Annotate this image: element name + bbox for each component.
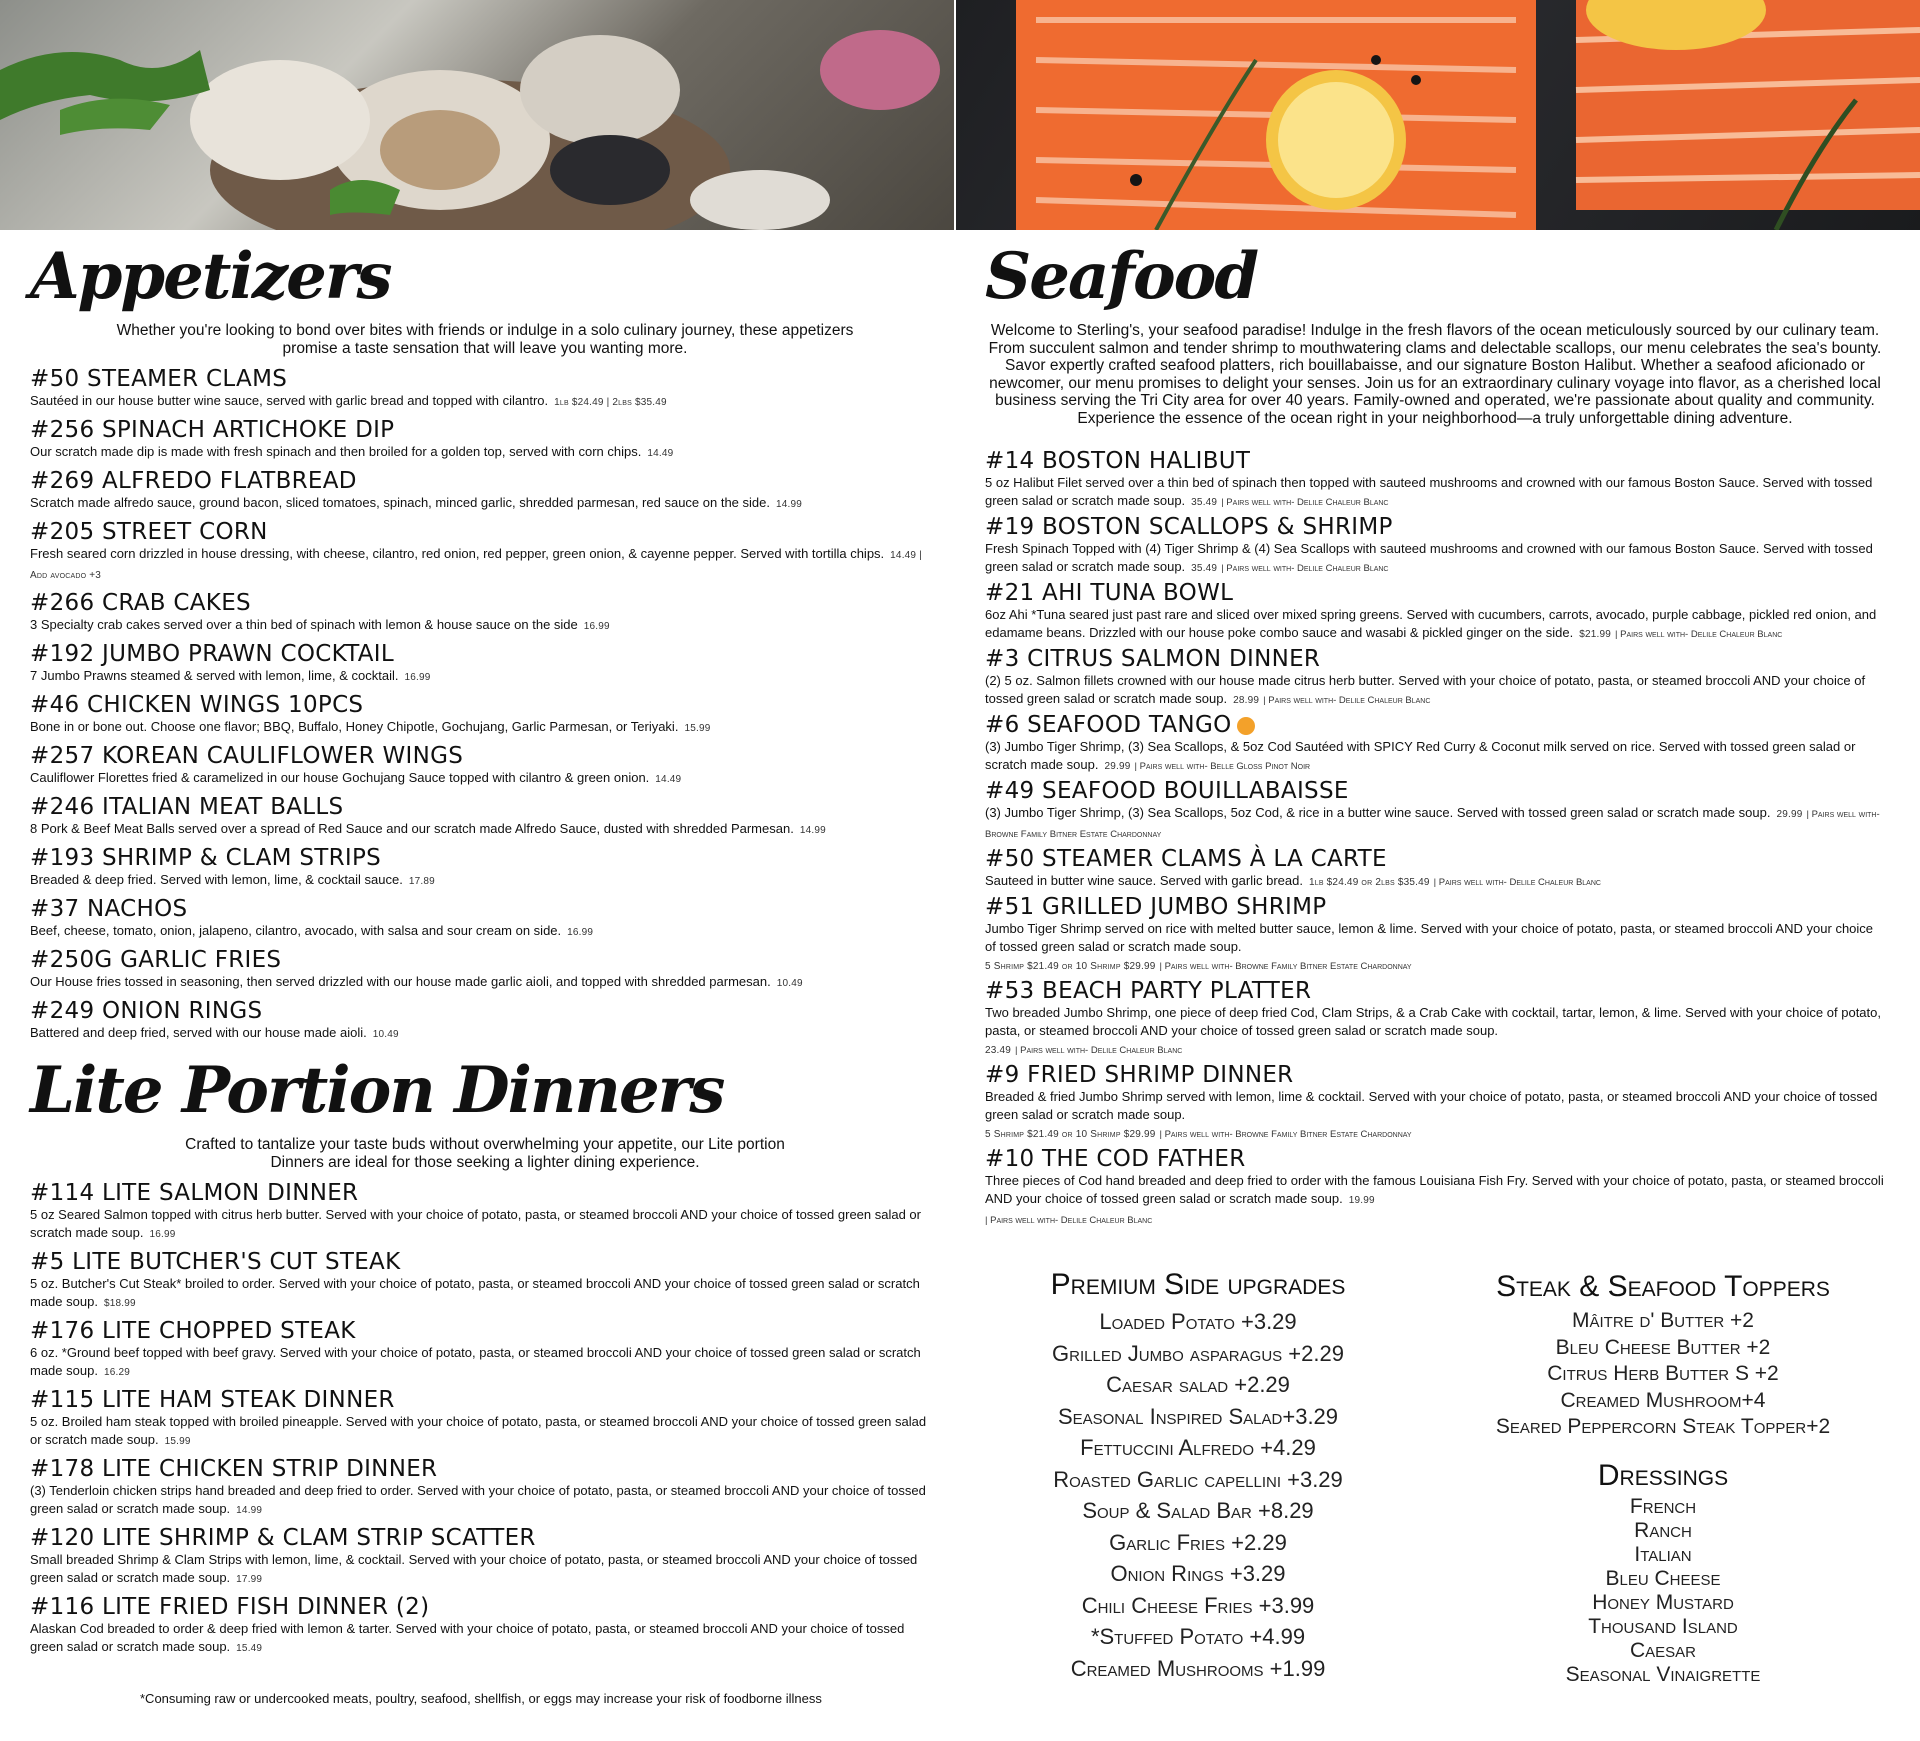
dressing-item: Thousand Island [1588, 1614, 1738, 1638]
menu-item-name: #14 BOSTON HALIBUT [985, 448, 1251, 474]
menu-item-description-text: (3) Jumbo Tiger Shrimp, (3) Sea Scallops, 5oz Cod, & rice in a butter wine sauce. Served with tossed green salad or scratch made soup. [985, 805, 1771, 820]
menu-item-description-text: Sauteed in butter wine sauce. Served with garlic bread. [985, 873, 1303, 888]
topper-item: Mâitre d' Butter +2 [1572, 1309, 1754, 1332]
menu-item-description [30, 616, 940, 636]
menu-item [30, 591, 940, 636]
menu-item-description-text: (2) 5 oz. Salmon fillets crowned with our house made citrus herb butter. Served with your choice of potato, pasta, or steamed broccoli AND your choice of tossed green salad or scratch made soup. [985, 673, 1866, 706]
wine-pairing: | Pairs well with- Delile Chaleur Blanc [1433, 877, 1601, 888]
menu-item-price: 17.99 [236, 1574, 263, 1585]
menu-item-price: 16.29 [103, 1367, 130, 1378]
menu-item-description-text: Scratch made alfredo sauce, ground bacon, sliced tomatoes, spinach, minced garlic, shredded parmesan, red sauce on the side. [30, 495, 770, 510]
menu-item-description-text: Fresh seared corn drizzled in house dressing, with cheese, cilantro, red onion, red pepper, green onion, & cayenne pepper. Served with tortilla chips. [30, 546, 885, 561]
menu-item-price: 35.49 [1191, 563, 1218, 574]
clams-photo [0, 0, 954, 230]
menu-item-description [985, 1088, 1885, 1144]
menu-item-description [30, 545, 940, 585]
lite-heading: Lite Portion Dinners [30, 1053, 724, 1128]
menu-item-description-text: Breaded & deep fried. Served with lemon, lime, & cocktail sauce. [30, 872, 403, 887]
menu-item-description [30, 1206, 940, 1244]
menu-item-description [30, 443, 940, 463]
menu-item-description [30, 1413, 940, 1451]
menu-item-price: 16.99 [567, 927, 594, 938]
menu-item-description [985, 474, 1885, 512]
menu-item-description-text: Fresh Spinach Topped with (4) Tiger Shrimp & (4) Sea Scallops with sauteed mushrooms and crowned with our famous Boston Sauce. Served with tossed green salad or scratch made soup. [985, 541, 1873, 574]
wine-pairing: | Pairs well with- Belle Gloss Pinot Noir [1134, 761, 1311, 772]
menu-item [30, 469, 940, 514]
menu-item-name: #249 ONION RINGS [30, 998, 263, 1024]
menu-item-name: #50 STEAMER CLAMS À LA CARTE [985, 846, 1387, 872]
menu-item [985, 647, 1885, 710]
menu-item-description [30, 667, 940, 687]
menu-item [985, 449, 1885, 512]
sides-list [1018, 1306, 1378, 1684]
menu-item-description-text: 5 oz Halibut Filet served over a thin bed of spinach then topped with sauteed mushrooms and crowned with our famous Boston Sauce. Served with tossed green salad or scratch made soup. [985, 475, 1873, 508]
menu-item-name: #6 SEAFOOD TANGO [985, 712, 1232, 738]
menu-item-name: #51 GRILLED JUMBO SHRIMP [985, 894, 1327, 920]
menu-item-price: 19.99 [1348, 1195, 1375, 1206]
toppers-list [1468, 1308, 1858, 1441]
wine-pairing: | Pairs well with- Browne Family Bitner Estate Chardonnay [1159, 961, 1412, 972]
menu-item-description-text: Two breaded Jumbo Shrimp, one piece of deep fried Cod, Clam Strips, & a Crab Cake with cocktail, tartar, lemon, & lime. Served with your choice of potato, pasta, or steamed broccoli AND your choice of tossed green salad or scratch made soup. [985, 1005, 1881, 1038]
menu-item-description [30, 1620, 940, 1658]
menu-item [985, 779, 1885, 844]
seafood-list [985, 449, 1885, 1230]
salmon-photo [956, 0, 1920, 230]
menu-item-price: 5 Shrimp $21.49 or 10 Shrimp $29.99 [985, 1129, 1156, 1140]
menu-item-description-text: Cauliflower Florettes fried & caramelized in our house Gochujang Sauce topped with cilantro & green onion. [30, 770, 650, 785]
menu-item-name: #37 NACHOS [30, 896, 188, 922]
menu-item-price: $18.99 [103, 1298, 136, 1309]
dressing-item: Italian [1634, 1542, 1692, 1566]
wine-pairing: | Pairs well with- Delile Chaleur Blanc [985, 1215, 1153, 1226]
menu-item [30, 999, 940, 1044]
appetizers-heading: Appetizers [30, 239, 391, 314]
lite-list [30, 1181, 940, 1658]
menu-item-description [30, 392, 940, 412]
menu-item-description-text: 6oz Ahi *Tuna seared just past rare and sliced over mixed spring greens. Served with cucumbers, carrots, avocado, purple cabbage, pickled red onion, and edamame beans. Drizzled with our house poke combo sauce and wasabi & pickled ginger on the side. [985, 607, 1877, 640]
menu-item-description-text: (3) Tenderloin chicken strips hand breaded and deep fried to order. Served with your choice of potato, pasta, or steamed broccoli AND your choice of tossed green salad or scratch made soup. [30, 1483, 926, 1516]
menu-item-price: 14.99 [775, 499, 803, 510]
menu-item-description-text: 6 oz. *Ground beef topped with beef gravy. Served with your choice of potato, pasta, or steamed broccoli AND your choice of tossed green salad or scratch made soup. [30, 1345, 921, 1378]
menu-item-price: 15.99 [164, 1436, 191, 1447]
menu-item-name: #250G GARLIC FRIES [30, 947, 282, 973]
menu-item-price: 5 Shrimp $21.49 or 10 Shrimp $29.99 [985, 961, 1156, 972]
menu-item [30, 744, 940, 789]
menu-item-price: $21.99 [1579, 629, 1612, 640]
dressings-heading: Dressings [1597, 1458, 1729, 1492]
menu-item-name: #3 CITRUS SALMON DINNER [985, 646, 1321, 672]
side-upgrade-item: *Stuffed Potato +4.99 [1090, 1624, 1306, 1649]
menu-item-name: #257 KOREAN CAULIFLOWER WINGS [30, 743, 464, 769]
menu-item-price: 1lb $24.49 | 2lbs $35.49 [554, 397, 667, 408]
menu-item-name: #269 ALFREDO FLATBREAD [30, 468, 357, 494]
menu-item-price: 17.89 [408, 876, 435, 887]
menu-item [30, 1319, 940, 1382]
wine-pairing: | Pairs well with- Delile Chaleur Blanc [1015, 1045, 1183, 1056]
menu-item-description-text: 7 Jumbo Prawns steamed & served with lemon, lime, & cocktail. [30, 668, 399, 683]
side-upgrade-item: Loaded Potato +3.29 [1099, 1309, 1297, 1334]
menu-item-description-text: 5 oz Seared Salmon topped with citrus herb butter. Served with your choice of potato, pasta, or steamed broccoli AND your choice of tossed green salad or scratch made soup. [30, 1207, 921, 1240]
wine-pairing: | Pairs well with- Browne Family Bitner Estate Chardonnay [985, 809, 1880, 840]
menu-item-name: #178 LITE CHICKEN STRIP DINNER [30, 1456, 438, 1482]
topper-item: Citrus Herb Butter S +2 [1547, 1362, 1779, 1385]
menu-item-name: #193 SHRIMP & CLAM STRIPS [30, 845, 382, 871]
side-upgrade-item: Creamed Mushrooms +1.99 [1070, 1655, 1326, 1681]
seafood-intro: Welcome to Sterling's, your seafood paradise! Indulge in the fresh flavors of the ocean meticulously sourced by our culinary team. From succulent salmon and tender shrimp to mouthwatering clams and delectable scallops, our menu celebrates the sea's bounty. Savor expertly crafted seafood platters, rich bouillabaisse, and our signature Boston Halibut. Whether a seafood aficionado or newcomer, our menu promises to delight your senses. Join us for an extraordinary culinary voyage into flavor, as a cherished local business serving the Tri City area for over 40 years. Family-owned and operated, we're passionate about quality and community. Experience the essence of the ocean right in your neighborhood—a truly unforgettable dining adventure. [988, 322, 1882, 427]
menu-item [30, 367, 940, 412]
menu-item-name: #10 THE COD FATHER [985, 1146, 1246, 1172]
menu-item [985, 895, 1885, 976]
appetizers-intro: Whether you're looking to bond over bites with friends or indulge in a solo culinary journey, these appetizers promise a taste sensation that will leave you wanting more. [116, 322, 854, 357]
menu-item-description-text: 8 Pork & Beef Meat Balls served over a spread of Red Sauce and our scratch made Alfredo Sauce, dusted with shredded Parmesan. [30, 821, 794, 836]
menu-item-description-text: 3 Specialty crab cakes served over a thin bed of spinach with lemon & house sauce on the side [30, 617, 578, 632]
menu-item-price: 14.99 [799, 825, 826, 836]
menu-item [30, 1526, 940, 1589]
menu-item-name: #49 SEAFOOD BOUILLABAISSE [985, 778, 1349, 804]
menu-item-description [30, 922, 940, 942]
menu-item-description [30, 1024, 940, 1044]
menu-item-description [985, 606, 1885, 644]
menu-item [985, 581, 1885, 644]
menu-item-description-text: 5 oz. Broiled ham steak topped with broiled pineapple. Served with your choice of potato, pasta, or steamed broccoli AND your choice of tossed green salad or scratch made soup. [30, 1414, 927, 1447]
menu-item [985, 979, 1885, 1060]
menu-item-name: #176 LITE CHOPPED STEAK [30, 1318, 356, 1344]
menu-item-description [985, 540, 1885, 578]
wine-pairing: | Pairs well with- Delile Chaleur Blanc [1615, 629, 1783, 640]
menu-item-price: 29.99 [1776, 809, 1803, 820]
menu-item-description [985, 920, 1885, 976]
menu-item-price: 15.99 [684, 723, 711, 734]
dressing-item: Caesar [1629, 1638, 1697, 1662]
menu-item-description-text: Three pieces of Cod hand breaded and deep fried to order with the famous Louisiana Fish Fry. Served with your choice of potato, pasta, or steamed broccoli AND your choice of tossed green salad or scratch made soup. [985, 1173, 1884, 1206]
menu-item [30, 948, 940, 993]
menu-item-description-text: Breaded & fried Jumbo Shrimp served with lemon, lime & cocktail. Served with your choice of potato, pasta, or steamed broccoli AND your choice of tossed green salad or scratch made soup. [985, 1089, 1878, 1122]
menu-item-description-text: Battered and deep fried, served with our house made aioli. [30, 1025, 367, 1040]
dressing-item: Honey Mustard [1592, 1590, 1734, 1614]
menu-item-name: #266 CRAB CAKES [30, 590, 251, 616]
menu-item-price: 14.99 [236, 1505, 263, 1516]
menu-item-description-text: Our House fries tossed in seasoning, then served drizzled with our house made garlic aioli, and topped with shredded parmesan. [30, 974, 771, 989]
menu-item-name: #19 BOSTON SCALLOPS & SHRIMP [985, 514, 1393, 540]
spicy-fire-icon [1237, 717, 1255, 735]
menu-item-description [30, 1551, 940, 1589]
dressing-item: Seasonal Vinaigrette [1565, 1662, 1761, 1686]
menu-item-description-text: (3) Jumbo Tiger Shrimp, (3) Sea Scallops, & 5oz Cod Sautéed with SPICY Red Curry & Coconut milk served on rice. Served with tossed green salad or scratch made soup. [985, 739, 1856, 772]
seafood-heading: Seafood [985, 239, 1258, 314]
wine-pairing: | Pairs well with- Delile Chaleur Blanc [1221, 563, 1389, 574]
menu-item-price: 14.49 [647, 448, 674, 459]
menu-item-name: #246 ITALIAN MEAT BALLS [30, 794, 344, 820]
menu-item [30, 795, 940, 840]
menu-item [30, 1250, 940, 1313]
menu-item-price: 14.49 | Add avocado +3 [30, 550, 922, 581]
wine-pairing: | Pairs well with- Delile Chaleur Blanc [1221, 497, 1389, 508]
menu-item-name: #46 CHICKEN WINGS 10PCS [30, 692, 364, 718]
topper-item: Creamed Mushroom+4 [1560, 1388, 1766, 1412]
menu-item [30, 897, 940, 942]
menu-item-description [30, 769, 940, 789]
toppers-heading: Steak & Seafood Toppers [1496, 1270, 1830, 1303]
menu-item-price: 1lb $24.49 or 2lbs $35.49 [1308, 877, 1430, 888]
menu-item-description [985, 872, 1885, 892]
menu-item [30, 642, 940, 687]
menu-item-name: #205 STREET CORN [30, 519, 268, 545]
menu-item [985, 847, 1885, 892]
menu-item [30, 1388, 940, 1451]
side-upgrade-item: Grilled Jumbo asparagus +2.29 [1052, 1340, 1344, 1366]
menu-item-description [985, 738, 1885, 776]
menu-item-price: 15.49 [236, 1643, 263, 1654]
side-upgrade-item: Caesar salad +2.29 [1106, 1372, 1290, 1397]
menu-item-name: #9 FRIED SHRIMP DINNER [985, 1062, 1294, 1088]
menu-item-description-text: Bone in or bone out. Choose one flavor; BBQ, Buffalo, Honey Chipotle, Gochujang, Garlic Parmesan, or Teriyaki. [30, 719, 679, 734]
side-upgrade-item: Seasonal Inspired Salad+3.29 [1057, 1403, 1339, 1429]
menu-item-name: #115 LITE HAM STEAK DINNER [30, 1387, 395, 1413]
menu-item-description [30, 494, 940, 514]
menu-item [985, 1063, 1885, 1144]
wine-pairing: | Pairs well with- Browne Family Bitner Estate Chardonnay [1159, 1129, 1412, 1140]
menu-item [30, 693, 940, 738]
menu-item-description [30, 973, 940, 993]
right-column [985, 230, 1885, 1233]
menu-item-description-text: Jumbo Tiger Shrimp served on rice with melted butter sauce, lemon & lime. Served with your choice of potato, pasta, or steamed broccoli AND your choice of tossed green salad or scratch made soup. [985, 921, 1874, 954]
menu-item [30, 1595, 940, 1658]
menu-item-description [30, 718, 940, 738]
sides-heading: Premium Side upgrades [1050, 1268, 1346, 1301]
menu-item-price: 16.99 [149, 1229, 176, 1240]
menu-item-description-text: Our scratch made dip is made with fresh spinach and then broiled for a golden top, served with corn chips. [30, 444, 642, 459]
menu-item [985, 1147, 1885, 1230]
menu-item [30, 846, 940, 891]
menu-item-name: #21 AHI TUNA BOWL [985, 580, 1234, 606]
menu-item-price: 10.49 [776, 978, 803, 989]
menu-item-name: #120 LITE SHRIMP & CLAM STRIP SCATTER [30, 1525, 536, 1551]
menu-item-description [985, 1004, 1885, 1060]
menu-item-description [30, 820, 940, 840]
menu-item [30, 418, 940, 463]
menu-item-description [985, 672, 1885, 710]
menu-item-price: 28.99 [1233, 695, 1260, 706]
premium-sides [1018, 1268, 1378, 1684]
side-upgrade-item: Roasted Garlic capellini +3.29 [1053, 1466, 1343, 1492]
toppers-and-dressings [1468, 1270, 1858, 1687]
topper-item: Seared Peppercorn Steak Topper+2 [1495, 1415, 1831, 1438]
side-upgrade-item: Onion Rings +3.29 [1110, 1561, 1286, 1586]
menu-item-name: #256 SPINACH ARTICHOKE DIP [30, 417, 395, 443]
menu-item-price: 35.49 [1191, 497, 1218, 508]
menu-item-price: 14.49 [655, 774, 682, 785]
menu-item-description-text: Beef, cheese, tomato, onion, jalapeno, cilantro, avocado, with salsa and sour cream on side. [30, 923, 562, 938]
menu-item-description-text: 5 oz. Butcher's Cut Steak* broiled to order. Served with your choice of potato, pasta, or steamed broccoli AND your choice of tossed green salad or scratch made soup. [30, 1276, 920, 1309]
appetizer-list [30, 367, 940, 1044]
menu-item [985, 515, 1885, 578]
lite-intro: Crafted to tantalize your taste buds without overwhelming your appetite, our Lite portion Dinners are ideal for those seeking a lighter dining experience. [185, 1136, 785, 1171]
menu-item-name: #192 JUMBO PRAWN COCKTAIL [30, 641, 394, 667]
menu-item-description-text: Small breaded Shrimp & Clam Strips with lemon, lime, & cocktail. Served with your choice of potato, pasta, or steamed broccoli AND your choice of tossed green salad or scratch made soup. [30, 1552, 918, 1585]
menu-item-name: #116 LITE FRIED FISH DINNER (2) [30, 1594, 430, 1620]
side-upgrade-item: Soup & Salad Bar +8.29 [1082, 1498, 1314, 1523]
dressings-list [1468, 1495, 1858, 1687]
menu-item [30, 520, 940, 585]
menu-item-description-text: Sautéed in our house butter wine sauce, served with garlic bread and topped with cilantro. [30, 393, 549, 408]
foodborne-illness-footnote: *Consuming raw or undercooked meats, poultry, seafood, shellfish, or eggs may increase your risk of foodborne illness [140, 1691, 822, 1706]
menu-item-description [30, 1275, 940, 1313]
wine-pairing: | Pairs well with- Delile Chaleur Blanc [1263, 695, 1431, 706]
menu-item-name: #53 BEACH PARTY PLATTER [985, 978, 1312, 1004]
topper-item: Bleu Cheese Butter +2 [1555, 1335, 1771, 1359]
menu-item [30, 1181, 940, 1244]
dressing-item: Bleu Cheese [1605, 1566, 1721, 1590]
menu-item [30, 1457, 940, 1520]
menu-item-description [30, 871, 940, 891]
menu-item-price: 16.99 [404, 672, 431, 683]
menu-item-description [30, 1344, 940, 1382]
menu-item-name: #5 LITE BUTCHER'S CUT STEAK [30, 1249, 401, 1275]
menu-item-description [30, 1482, 940, 1520]
menu-item-price: 29.99 [1104, 761, 1131, 772]
side-upgrade-item: Fettuccini Alfredo +4.29 [1080, 1435, 1316, 1460]
menu-item-price: 16.99 [583, 621, 610, 632]
menu-item [985, 713, 1885, 776]
dressing-item: Ranch [1634, 1518, 1692, 1542]
menu-item-name: #50 STEAMER CLAMS [30, 366, 288, 392]
menu-item-description-text: Alaskan Cod breaded to order & deep fried with lemon & tarter. Served with your choice of potato, pasta, or steamed broccoli AND your choice of tossed green salad or scratch made soup. [30, 1621, 905, 1654]
left-column [30, 230, 940, 1664]
menu-item-name: #114 LITE SALMON DINNER [30, 1180, 359, 1206]
menu-item-price: 23.49 [985, 1045, 1012, 1056]
menu-item-title-row [985, 713, 1885, 738]
menu-item-description [985, 1172, 1885, 1230]
dressing-item: French [1629, 1494, 1697, 1518]
menu-item-price: 10.49 [372, 1029, 399, 1040]
side-upgrade-item: Garlic Fries +2.29 [1109, 1529, 1287, 1555]
menu-item-description [985, 804, 1885, 844]
side-upgrade-item: Chili Cheese Fries +3.99 [1081, 1592, 1315, 1618]
